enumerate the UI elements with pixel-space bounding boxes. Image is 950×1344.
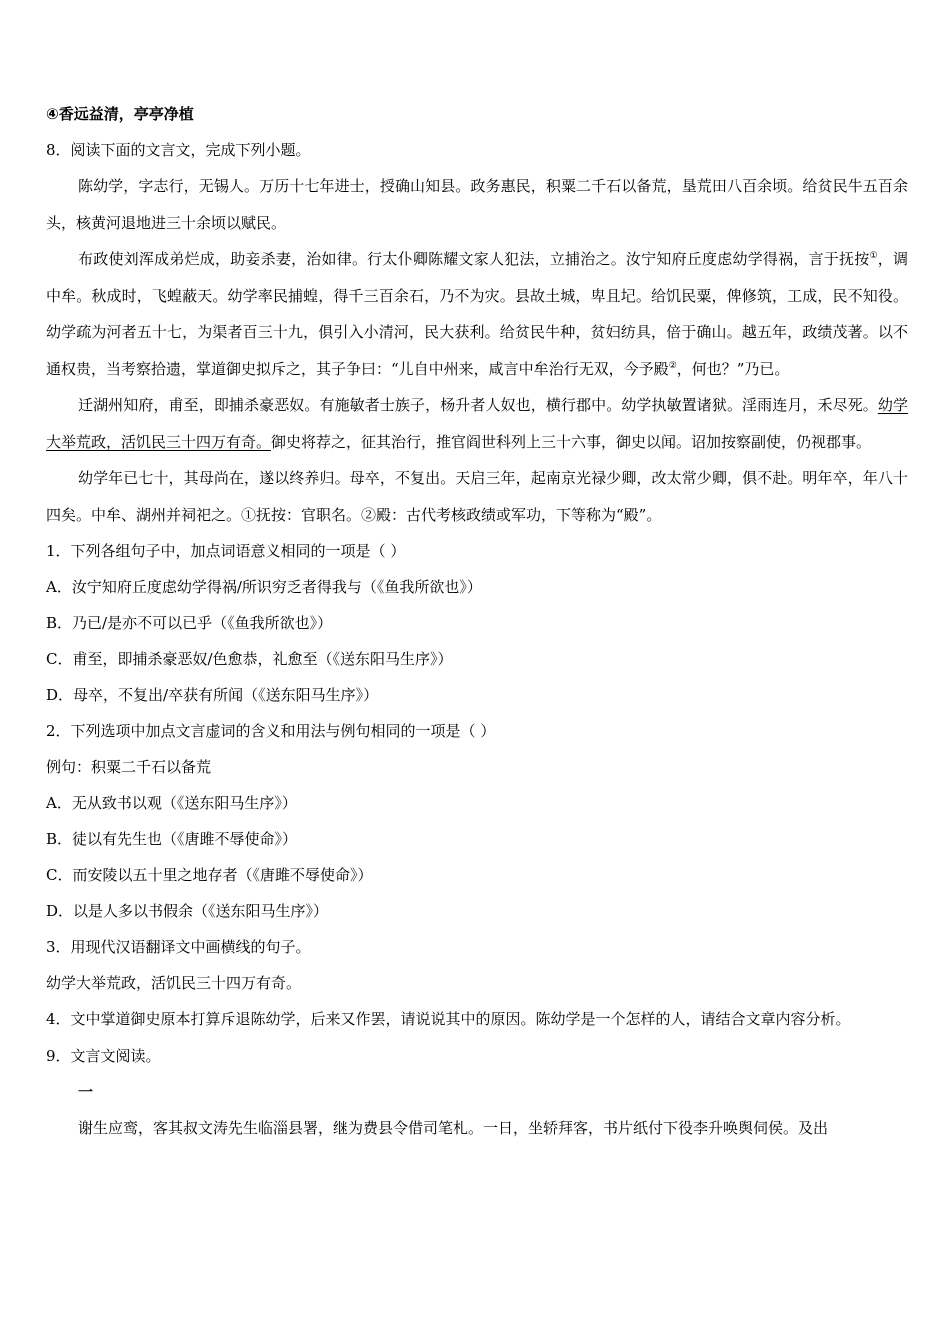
q8-p3-text-a: 迁湖州知府，甫至，即捕杀豪恶奴。有施敏者士族子，杨升者人奴也，横行郡中。幼学执敏置诸狱。淫雨连月，禾尽死。 [78,396,878,414]
sub1-option-d: D．母卒，不复出/卒获有所闻（《送东阳马生序》） [46,686,379,704]
document-page [46,96,908,1146]
sub2-option-b: B．徒以有先生也（《唐雎不辱使命》） [46,830,298,848]
sub1-option-c: C．甫至，即捕杀豪恶奴/色愈恭，礼愈至（《送东阳马生序》） [46,650,453,668]
q9-paragraph-1: 谢生应鸾，客其叔文涛先生临淄县署，继为费县令借司笔札。一日，坐轿拜客，书片纸付下役李升唤舆伺侯。及出 [78,1118,829,1137]
sub-question-2-stem: 2．下列选项中加点文言虚词的含义和用法与例句相同的一项是（ ） [46,722,496,740]
q8-paragraph-1: 陈幼学，字志行，无锡人。万历十七年进士，授确山知县。政务惠民，积粟二千石以备荒，垦荒田八百余顷。给贫民牛五百余头，核黄河退地进三十余顷以赋民。 [46,177,908,232]
footnote-marker-2: ② [668,360,677,371]
q8-paragraph-3 [46,387,908,460]
footnote-marker-1: ① [869,251,878,261]
underlined-sentence: 幼学大举荒政，活饥民三十四万有奇。 [46,396,908,451]
sub3-sentence: 幼学大举荒政，活饥民三十四万有奇。 [46,974,302,992]
q8-paragraph-4: 幼学年已七十，其母尚在，遂以终养归。母卒，不复出。天启三年，起南京光禄少卿，改太常少卿，俱不赴。明年卒，年八十四矣。中牟、湖州并祠祀之。①抚按：官职名。②殿：古代考核政绩或军功，下等称为“殿”。 [46,469,908,524]
q8-p2-text-c: ，何也？”乃已。 [676,359,790,378]
heading-line: ④香远益清，亭亭净植 [46,105,194,123]
q8-p2-text-b: ，调中牟。秋成时，飞蝗蔽天。幼学率民捕蝗，得千三百余石，乃不为灾。县故土城，卑且圮。给饥民粟，俾修筑，工成，民不知役。幼学疏为河者五十七，为渠者百三十九，俱引入小清河，民大获利。给贫民牛种，贫妇纺具，倍于确山。越五年，政绩茂著。以不通权贵，当考察拾遗，掌道御史拟斥之，其子争曰：“儿自中州来，咸言中牟治行无双，今予殿 [46,250,908,378]
sub2-option-d: D．以是人多以书假余（《送东阳马生序》） [46,902,329,920]
q8-paragraph-2 [46,241,908,387]
sub1-option-b: B．乃已/是亦不可以已乎（《鱼我所欲也》） [46,614,333,632]
q8-p3-text-b: 御史将荐之，征其治行，推官阎世科列上三十六事，御史以闻。诏加按察副使，仍视郡事。 [271,432,872,451]
sub1-option-a: A．汝宁知府丘度虑幼学得祸/所识穷乏者得我与（《鱼我所欲也》） [46,578,482,596]
sub-question-3-stem: 3．用现代汉语翻译文中画横线的句子。 [46,938,311,956]
sub2-example: 例句：积粟二千石以备荒 [46,758,212,776]
q8-p2-text-a: 布政使刘浑成弟烂成，助妾杀妻，治如律。行太仆卿陈耀文家人犯法，立捕治之。汝宁知府丘度虑幼学得祸，言于抚按 [78,250,870,268]
sub2-option-a: A．无从致书以观（《送东阳马生序》） [46,794,297,812]
question-9-title: 9．文言文阅读。 [46,1046,161,1065]
question-8-title: 8．阅读下面的文言文，完成下列小题。 [46,141,311,159]
section-mark: 一 [78,1082,94,1101]
sub-question-1-stem: 1．下列各组句子中，加点词语意义相同的一项是（ ） [46,542,406,560]
sub-question-4-stem: 4．文中掌道御史原本打算斥退陈幼学，后来又作罢，请说说其中的原因。陈幼学是一个怎样的人，请结合文章内容分析。 [46,1010,851,1028]
sub2-option-c: C．而安陵以五十里之地存者（《唐雎不辱使命》） [46,866,373,884]
